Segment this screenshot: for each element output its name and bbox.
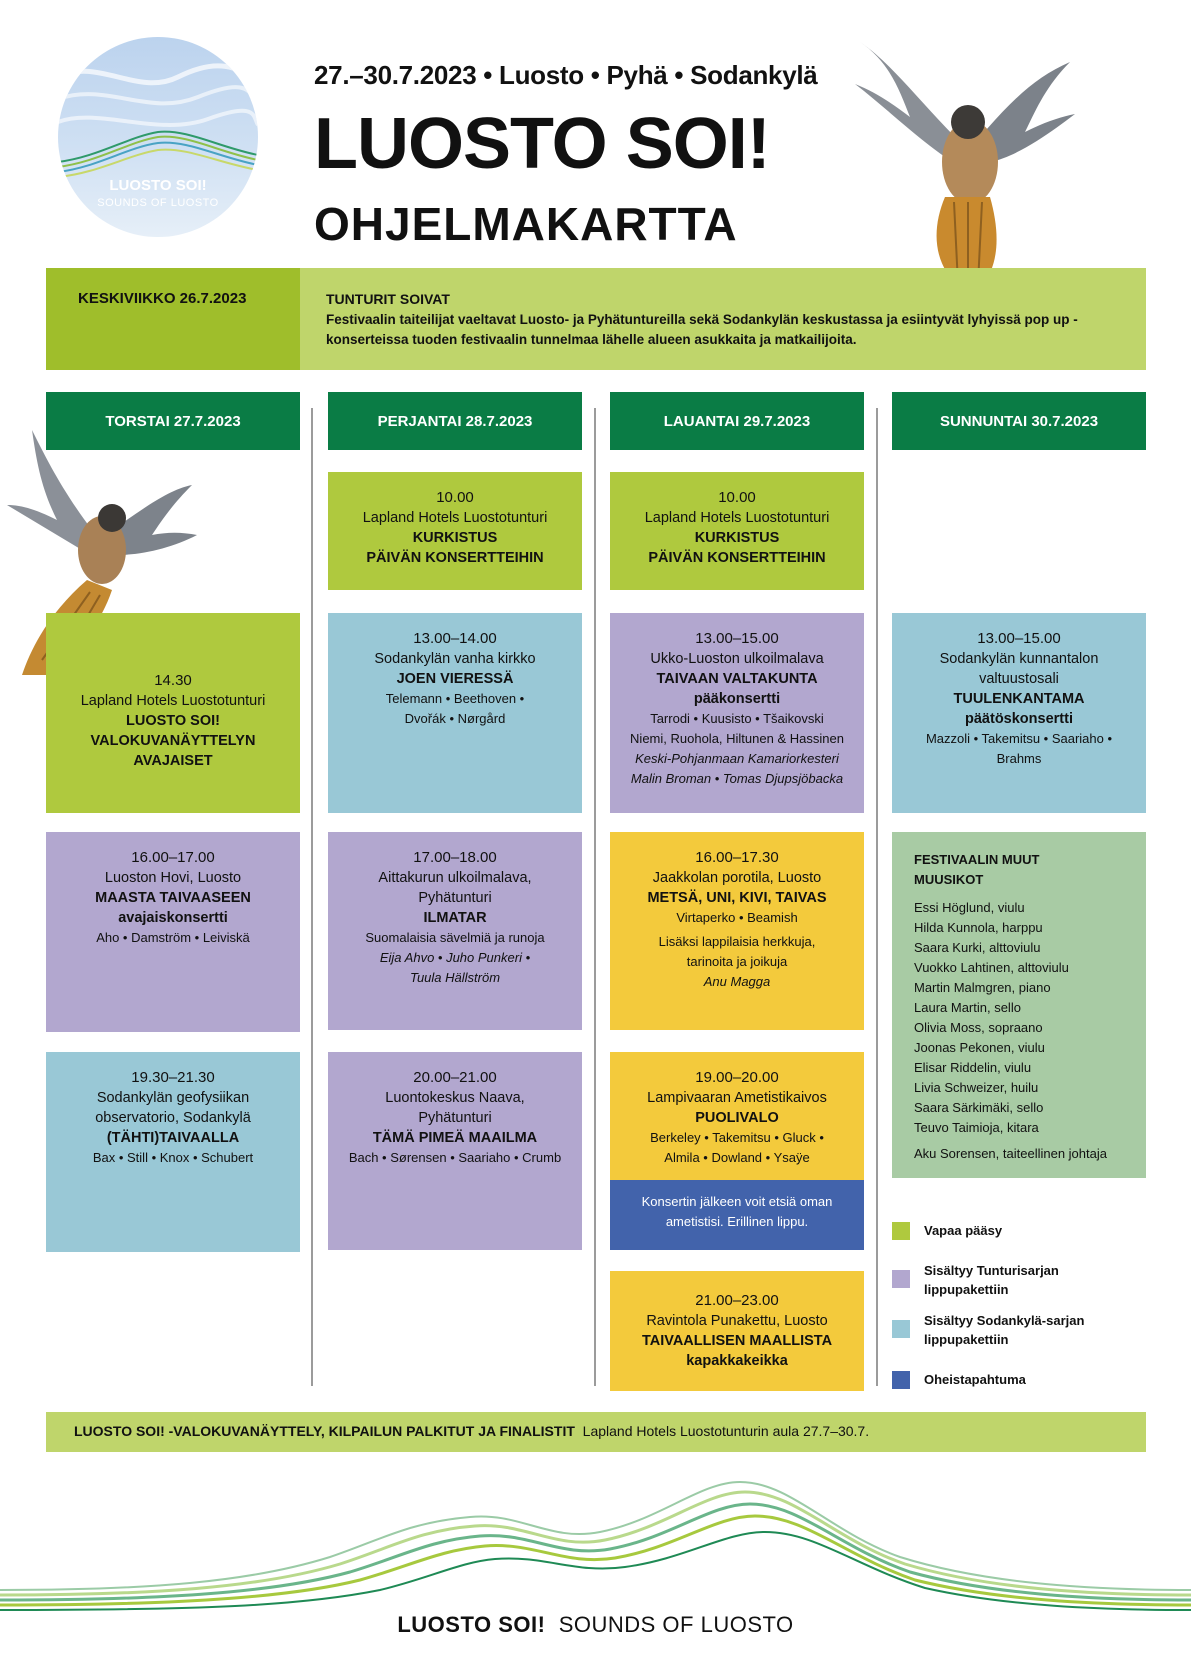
musician: Laura Martin, sello xyxy=(914,1000,1021,1015)
event-performers: Tuula Hällström xyxy=(409,970,501,985)
legend-swatch-sodankyla xyxy=(892,1320,910,1338)
event-thu-1930 xyxy=(46,1052,300,1252)
event-composers: Niemi, Ruohola, Hiltunen & Hassinen xyxy=(630,731,844,746)
event-composers: Virtaperko • Beamish xyxy=(676,910,798,925)
event-performers: Anu Magga xyxy=(703,974,771,989)
event-fri-1700 xyxy=(328,832,582,1030)
musician: Essi Höglund, viulu xyxy=(914,900,1025,915)
event-composers: Aho • Damström • Leiviskä xyxy=(96,930,250,945)
legend-swatch-tunturi xyxy=(892,1270,910,1288)
event-composers: Almila • Dowland • Ysaÿe xyxy=(664,1150,810,1165)
column-divider xyxy=(311,408,313,1386)
other-musicians-box xyxy=(892,832,1146,1178)
event-subtitle: pääkonsertti xyxy=(693,691,781,707)
event-place: Lapland Hotels Luostotunturi xyxy=(362,510,548,526)
event-place: Sodankylän vanha kirkko xyxy=(374,651,536,667)
event-time: 13.00–15.00 xyxy=(695,630,779,647)
event-sat-1300 xyxy=(610,613,864,813)
event-place: Pyhätunturi xyxy=(418,1110,492,1126)
event-composers: Bax • Still • Knox • Schubert xyxy=(92,1150,254,1165)
musician: Olivia Moss, sopraano xyxy=(914,1020,1043,1035)
event-place: Lapland Hotels Luostotunturi xyxy=(644,510,830,526)
flying-bird-image xyxy=(850,22,1080,292)
musician: Livia Schweizer, huilu xyxy=(914,1080,1039,1095)
event-place: Luontokeskus Naava, xyxy=(385,1090,525,1106)
event-thu-1600 xyxy=(46,832,300,1032)
event-sat-1600 xyxy=(610,832,864,1030)
event-time: 21.00–23.00 xyxy=(695,1292,779,1309)
day-label: PERJANTAI 28.7.2023 xyxy=(377,412,533,430)
event-name: PÄIVÄN KONSERTTEIHIN xyxy=(366,550,544,566)
musician: Martin Malmgren, piano xyxy=(914,980,1051,995)
event-composers: Mazzoli • Takemitsu • Saariaho • xyxy=(925,731,1113,746)
banner-bold: LUOSTO SOI! -VALOKUVANÄYTTELY, KILPAILUN PALKITUT JA FINALISTIT xyxy=(74,1423,575,1439)
event-composers: Tarrodi • Kuusisto • Tšaikovski xyxy=(650,711,824,726)
event-fri-1000 xyxy=(328,472,582,590)
artistic-director: Aku Sorensen, taiteellinen johtaja xyxy=(914,1146,1107,1161)
legend-label-sodankyla: Sisältyy Sodankylä-sarjan xyxy=(924,1313,1085,1328)
event-name: TAIVAALLISEN MAALLISTA xyxy=(641,1333,833,1349)
day-label: TORSTAI 27.7.2023 xyxy=(105,412,241,430)
event-time: 19.00–20.00 xyxy=(695,1069,779,1086)
event-composers: Brahms xyxy=(996,751,1042,766)
event-name: KURKISTUS xyxy=(694,530,780,546)
day-label: LAUANTAI 29.7.2023 xyxy=(663,412,811,430)
event-place: Jaakkolan porotila, Luosto xyxy=(652,870,822,886)
event-time: 16.00–17.30 xyxy=(695,849,779,866)
day-label: SUNNUNTAI 30.7.2023 xyxy=(939,412,1099,430)
event-performers: Malin Broman • Tomas Djupsjöbacka xyxy=(630,771,844,786)
legend-label-side-event: Oheistapahtuma xyxy=(924,1372,1026,1387)
musician: Elisar Riddelin, viulu xyxy=(914,1060,1032,1075)
event-name: LUOSTO SOI! xyxy=(126,713,220,729)
event-name: PUOLIVALO xyxy=(695,1110,779,1126)
event-note: tarinoita ja joikuja xyxy=(686,954,788,969)
wednesday-title: TUNTURIT SOIVAT xyxy=(326,291,450,307)
page-title: LUOSTO SOI! xyxy=(314,104,770,184)
column-divider xyxy=(594,408,596,1386)
event-note: Suomalaisia sävelmiä ja runoja xyxy=(365,930,545,945)
event-name: TÄMÄ PIMEÄ MAAILMA xyxy=(372,1130,538,1146)
musician: Hilda Kunnola, harppu xyxy=(914,920,1043,935)
event-sat-1900 xyxy=(610,1052,864,1180)
legend-label-free: Vapaa pääsy xyxy=(924,1223,1003,1238)
event-time: 10.00 xyxy=(436,489,474,506)
footer-brand xyxy=(0,1612,1191,1638)
musician: Vuokko Lahtinen, alttoviulu xyxy=(914,960,1069,975)
side-event-note: ametistisi. Erillinen lippu. xyxy=(665,1214,809,1229)
event-name: PÄIVÄN KONSERTTEIHIN xyxy=(648,550,826,566)
musician: Joonas Pekonen, viulu xyxy=(914,1040,1045,1055)
event-name: (TÄHTI)TAIVAALLA xyxy=(106,1130,240,1146)
musicians-title: MUUSIKOT xyxy=(914,872,984,887)
event-composers: Dvořák • Nørgård xyxy=(404,711,506,726)
legend-label-tunturi: Sisältyy Tunturisarjan xyxy=(924,1263,1059,1278)
event-name: TAIVAAN VALTAKUNTA xyxy=(656,671,818,687)
event-subtitle: päätöskonsertti xyxy=(965,711,1073,727)
legend-label-sodankyla: lippupakettiin xyxy=(924,1332,1009,1347)
event-name: VALOKUVANÄYTTELYN xyxy=(90,733,256,749)
event-performers: Keski-Pohjanmaan Kamariorkesteri xyxy=(635,751,839,766)
event-place: Lapland Hotels Luostotunturi xyxy=(80,693,266,709)
event-name: MAASTA TAIVAASEEN xyxy=(95,890,251,906)
event-time: 17.00–18.00 xyxy=(413,849,497,866)
event-place: Luoston Hovi, Luosto xyxy=(104,870,242,886)
event-time: 19.30–21.30 xyxy=(131,1069,215,1086)
event-place: observatorio, Sodankylä xyxy=(95,1110,251,1126)
mountain-waves-graphic xyxy=(0,1462,1191,1612)
event-time: 16.00–17.00 xyxy=(131,849,215,866)
side-event-note: Konsertin jälkeen voit etsiä oman xyxy=(641,1194,833,1209)
event-time: 10.00 xyxy=(718,489,756,506)
event-fri-1300 xyxy=(328,613,582,813)
legend-label-tunturi: lippupakettiin xyxy=(924,1282,1009,1297)
event-place: Lampivaaran Ametistikaivos xyxy=(647,1090,827,1106)
logo-title: LUOSTO SOI! xyxy=(109,177,207,194)
event-place: Aittakurun ulkoilmalava, xyxy=(378,870,532,886)
musician: Saara Särkimäki, sello xyxy=(914,1100,1044,1115)
event-name: TUULENKANTAMA xyxy=(953,691,1085,707)
banner-normal: Lapland Hotels Luostotunturin aula 27.7–30.7. xyxy=(582,1423,870,1439)
wednesday-date: KESKIVIIKKO 26.7.2023 xyxy=(78,290,247,307)
event-time: 13.00–15.00 xyxy=(977,630,1061,647)
wednesday-label-box xyxy=(46,268,300,370)
event-sat-1900-side-event xyxy=(610,1180,864,1250)
musicians-title: FESTIVAALIN MUUT xyxy=(914,852,1040,867)
festival-logo xyxy=(58,37,258,237)
footer-normal: SOUNDS OF LUOSTO xyxy=(558,1612,794,1637)
musician: Teuvo Taimioja, kitara xyxy=(914,1120,1039,1135)
event-name: KURKISTUS xyxy=(412,530,498,546)
event-subtitle: avajaiskonsertti xyxy=(118,910,228,926)
wednesday-description: Festivaalin taiteilijat vaeltavat Luosto- ja Pyhätuntureilla sekä Sodankylän keskustassa ja esiintyvät lyhyissä pop up -konserteissa tuoden festivaalin tunnelmaa lähelle alueen asukkaita ja matkailijoita. xyxy=(326,312,1078,347)
event-name: METSÄ, UNI, KIVI, TAIVAS xyxy=(647,890,827,906)
event-thu-1430 xyxy=(46,613,300,813)
event-subtitle: kapakkakeikka xyxy=(686,1353,788,1369)
day-header-saturday xyxy=(610,392,864,450)
event-note: Lisäksi lappilaisia herkkuja, xyxy=(658,934,816,949)
festival-dates-locations: 27.–30.7.2023 • Luosto • Pyhä • Sodankylä xyxy=(314,60,818,90)
event-performers: Eija Ahvo • Juho Punkeri • xyxy=(379,950,531,965)
event-name: ILMATAR xyxy=(423,910,487,926)
event-place: Ukko-Luoston ulkoilmalava xyxy=(650,651,824,667)
photo-exhibition-banner xyxy=(46,1412,1146,1452)
event-composers: Berkeley • Takemitsu • Gluck • xyxy=(650,1130,824,1145)
banner-text xyxy=(74,1423,869,1439)
musician: Saara Kurki, alttoviulu xyxy=(914,940,1041,955)
event-time: 13.00–14.00 xyxy=(413,630,497,647)
event-sat-1000 xyxy=(610,472,864,590)
event-sat-2100 xyxy=(610,1271,864,1391)
footer-bold: LUOSTO SOI! xyxy=(397,1612,546,1637)
event-place: Sodankylän kunnantalon xyxy=(939,651,1099,667)
event-sun-1300 xyxy=(892,613,1146,813)
event-name: JOEN VIERESSÄ xyxy=(396,671,514,687)
event-name: AVAJAISET xyxy=(133,753,213,769)
event-place: Ravintola Punakettu, Luosto xyxy=(646,1313,828,1329)
legend-swatch-free xyxy=(892,1222,910,1240)
event-fri-2000 xyxy=(328,1052,582,1250)
day-header-friday xyxy=(328,392,582,450)
logo-subtitle: SOUNDS OF LUOSTO xyxy=(97,197,219,209)
day-header-sunday xyxy=(892,392,1146,450)
page-subtitle: OHJELMAKARTTA xyxy=(314,198,738,250)
event-composers: Bach • Sørensen • Saariaho • Crumb xyxy=(348,1150,562,1165)
legend-swatch-side-event xyxy=(892,1371,910,1389)
column-divider xyxy=(876,408,878,1386)
event-time: 20.00–21.00 xyxy=(413,1069,497,1086)
event-place: Sodankylän geofysiikan xyxy=(96,1090,250,1106)
event-composers: Telemann • Beethoven • xyxy=(385,691,525,706)
event-place: valtuustosali xyxy=(979,671,1059,687)
event-place: Pyhätunturi xyxy=(418,890,492,906)
event-time: 14.30 xyxy=(154,672,192,689)
